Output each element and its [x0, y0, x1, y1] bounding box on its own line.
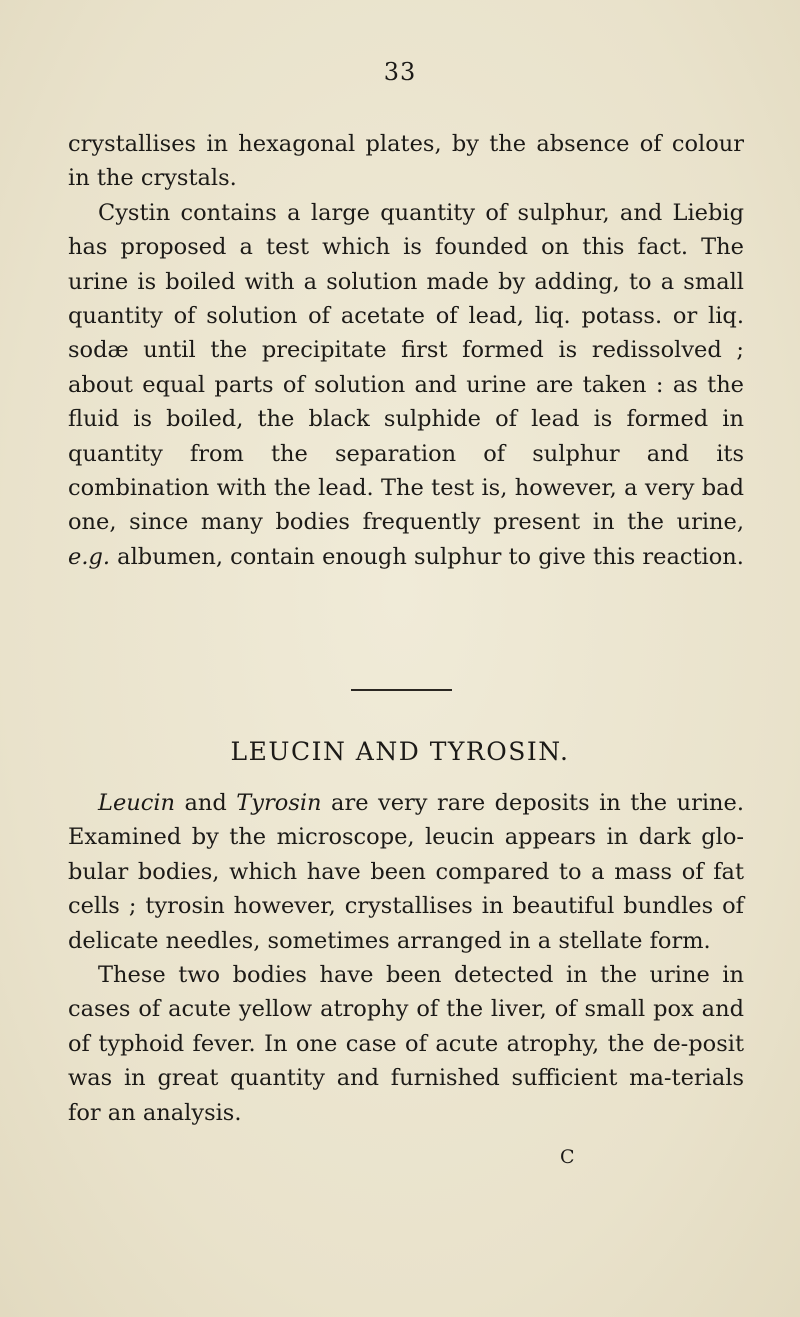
- conjunction-and: and: [175, 790, 237, 816]
- paragraph-liebig-test-a: Cystin contains a large quantity of sulphur, and Liebig has proposed a test which is founded on this fact. The urine is boiled with a solution made by adding, to a small quantity of solution of acetate of lead, liq. potass. or liq. sodæ until the precipitate first formed is redissolved ; about equal parts of solution and urine are taken : as the fluid is boiled, the black sulphide of lead is formed in quantity from the separation of sulphur and its combination with the lead. The test is, however, a very bad one, since many bodies frequently present in the urine,: [68, 199, 744, 536]
- section-divider: [351, 689, 452, 691]
- term-leucin: Leucin: [98, 790, 176, 816]
- paragraph-cystin: [68, 127, 744, 574]
- section-heading: LEUCIN AND TYROSIN.: [230, 737, 570, 766]
- paragraph-leucin-body: are very rare deposits in the urine. Examined by the microscope, leucin appears in dark glo-bular bodies, which have been compared to a mass of fat cells ; tyrosin however, crystallises in beautiful bundles of delicate needles, sometimes arranged in a stellate form.: [68, 790, 744, 954]
- term-tyrosin: Tyrosin: [236, 790, 322, 816]
- signature-mark: C: [560, 1146, 575, 1168]
- abbreviation-eg: e.g.: [68, 543, 111, 570]
- paragraph-detection: These two bodies have been detected in the urine in cases of acute yellow atrophy of the liver, of small pox and of typhoid fever. In one case of acute atrophy, the de-posit was in great quantity and furnished sufficient ma-terials for an analysis.: [68, 962, 744, 1126]
- paragraph-leucin-tyrosin: [68, 786, 744, 1130]
- paragraph-liebig-test-b: albumen, contain enough sulphur to give this reaction.: [110, 543, 744, 570]
- paragraph-line-crystallises: crystallises in hexagonal plates, by the absence of colour in the crystals.: [68, 131, 744, 192]
- page-number: 33: [383, 58, 417, 86]
